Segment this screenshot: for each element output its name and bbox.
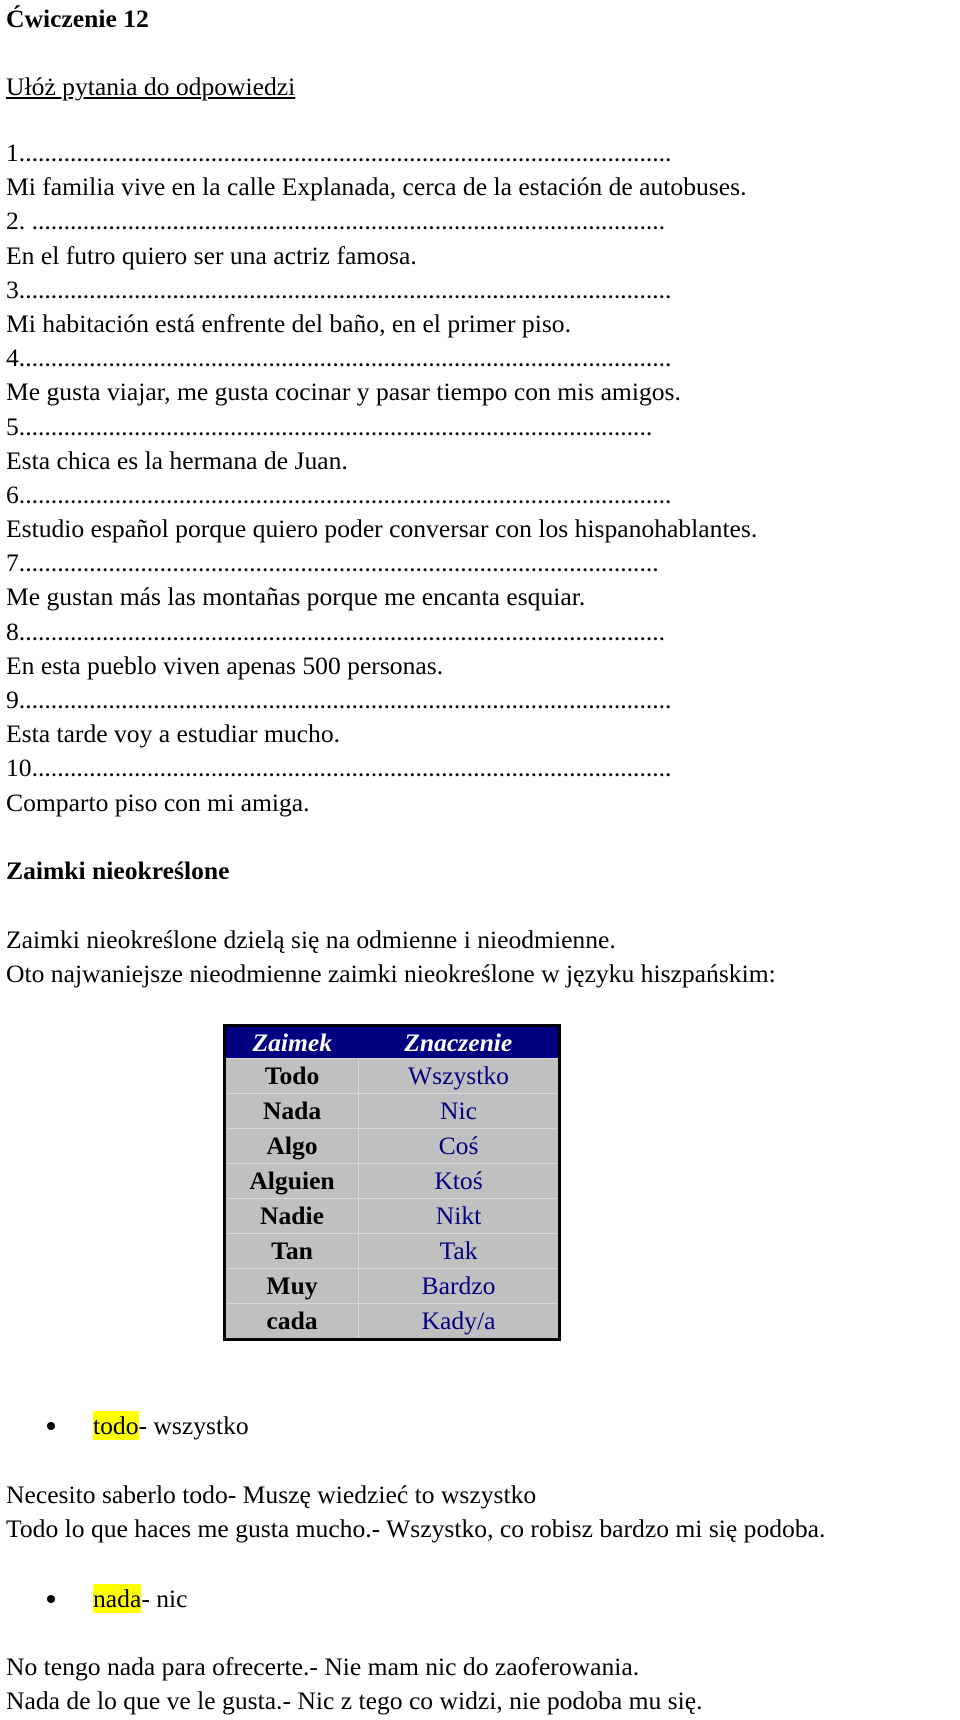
- table-row: [225, 1269, 560, 1304]
- table-row: [225, 1164, 560, 1199]
- example-sentence: Necesito saberlo todo- Muszę wiedzieć to wszystko: [6, 1480, 537, 1509]
- column-header-pronoun: Zaimek: [225, 1026, 359, 1059]
- pronoun-cell: Alguien: [225, 1164, 359, 1199]
- exercise-item: [6, 204, 757, 272]
- section-heading: Zaimki nieokreślone: [6, 856, 230, 885]
- table-row: [225, 1059, 560, 1094]
- question-blank: 9......................................................................................................: [6, 685, 672, 714]
- intro-line: Zaimki nieokreślone dzielą się na odmienne i nieodmienne.: [6, 925, 616, 954]
- question-blank: 4......................................................................................................: [6, 343, 672, 373]
- pronoun-cell: Nada: [225, 1094, 359, 1129]
- question-blank: 3......................................................................................................: [6, 274, 672, 304]
- highlighted-word: todo: [93, 1411, 139, 1440]
- answer-text: Esta tarde voy a estudiar mucho.: [6, 719, 341, 749]
- column-header-meaning: Znaczenie: [359, 1026, 560, 1059]
- exercise-item: [6, 751, 757, 819]
- table-row: [225, 1304, 560, 1340]
- highlighted-word: nada: [93, 1584, 142, 1613]
- answer-text: En el futro quiero ser una actriz famosa.: [6, 240, 417, 270]
- answer-text: En esta pueblo viven apenas 500 personas.: [6, 650, 444, 680]
- exercise-item: [6, 615, 757, 683]
- question-blank: 10....................................................................................................: [6, 753, 672, 783]
- bullet-item-nada: [93, 1582, 188, 1616]
- table-row: [225, 1129, 560, 1164]
- bullet-translation: - nic: [141, 1584, 188, 1613]
- meaning-cell: Tak: [359, 1234, 560, 1269]
- pronoun-table: [223, 1024, 561, 1341]
- answer-text: Me gusta viajar, me gusta cocinar y pasar tiempo con mis amigos.: [6, 377, 681, 407]
- meaning-cell: Ktoś: [359, 1164, 560, 1199]
- pronoun-cell: Algo: [225, 1129, 359, 1164]
- bullet-icon: [47, 1422, 55, 1430]
- answer-text: Comparto piso con mi amiga.: [6, 787, 310, 817]
- answer-text: Me gustan más las montañas porque me encanta esquiar.: [6, 582, 586, 612]
- table-row: [225, 1094, 560, 1129]
- exercise-item: [6, 136, 757, 204]
- answer-text: Estudio español porque quiero poder conversar con los hispanohablantes.: [6, 514, 758, 544]
- bullet-item-todo: [93, 1409, 249, 1443]
- pronoun-cell: Tan: [225, 1234, 359, 1269]
- exercise-item: [6, 683, 757, 751]
- exercise-item: [6, 273, 757, 341]
- answer-text: Mi familia vive en la calle Explanada, cerca de la estación de autobuses.: [6, 172, 747, 202]
- question-blank: 2. ...................................................................................................: [6, 206, 666, 236]
- pronoun-cell: cada: [225, 1304, 359, 1340]
- bullet-translation: - wszystko: [138, 1411, 249, 1440]
- example-sentence: No tengo nada para ofrecerte.- Nie mam nic do zaoferowania.: [6, 1652, 640, 1681]
- answer-text: Mi habitación está enfrente del baño, en el primer piso.: [6, 308, 571, 338]
- meaning-cell: Kady/a: [359, 1304, 560, 1340]
- exercise-list: [6, 136, 757, 820]
- table-row: [225, 1234, 560, 1269]
- exercise-item: [6, 410, 757, 478]
- exercise-item: [6, 546, 757, 614]
- meaning-cell: Coś: [359, 1129, 560, 1164]
- exercise-instruction: Ułóż pytania do odpowiedzi: [6, 72, 296, 101]
- meaning-cell: Wszystko: [359, 1059, 560, 1094]
- example-sentence: Nada de lo que ve le gusta.- Nic z tego co widzi, nie podoba mu się.: [6, 1686, 703, 1715]
- bullet-icon: [47, 1595, 55, 1603]
- question-blank: 8.....................................................................................................: [6, 616, 666, 646]
- exercise-item: [6, 478, 757, 546]
- question-blank: 7....................................................................................................: [6, 548, 659, 578]
- table-header-row: [225, 1026, 560, 1059]
- question-blank: 5...................................................................................................: [6, 411, 653, 441]
- meaning-cell: Bardzo: [359, 1269, 560, 1304]
- table-row: [225, 1199, 560, 1234]
- question-blank: 6......................................................................................................: [6, 479, 672, 509]
- question-blank: 1......................................................................................................: [6, 138, 672, 167]
- answer-text: Esta chica es la hermana de Juan.: [6, 445, 348, 475]
- meaning-cell: Nikt: [359, 1199, 560, 1234]
- intro-line: Oto najwaniejsze nieodmienne zaimki nieokreślone w języku hiszpańskim:: [6, 959, 776, 988]
- exercise-item: [6, 341, 757, 409]
- pronoun-cell: Nadie: [225, 1199, 359, 1234]
- pronoun-cell: Todo: [225, 1059, 359, 1094]
- meaning-cell: Nic: [359, 1094, 560, 1129]
- pronoun-cell: Muy: [225, 1269, 359, 1304]
- exercise-title: Ćwiczenie 12: [6, 4, 149, 33]
- example-sentence: Todo lo que haces me gusta mucho.- Wszystko, co robisz bardzo mi się podoba.: [6, 1514, 826, 1543]
